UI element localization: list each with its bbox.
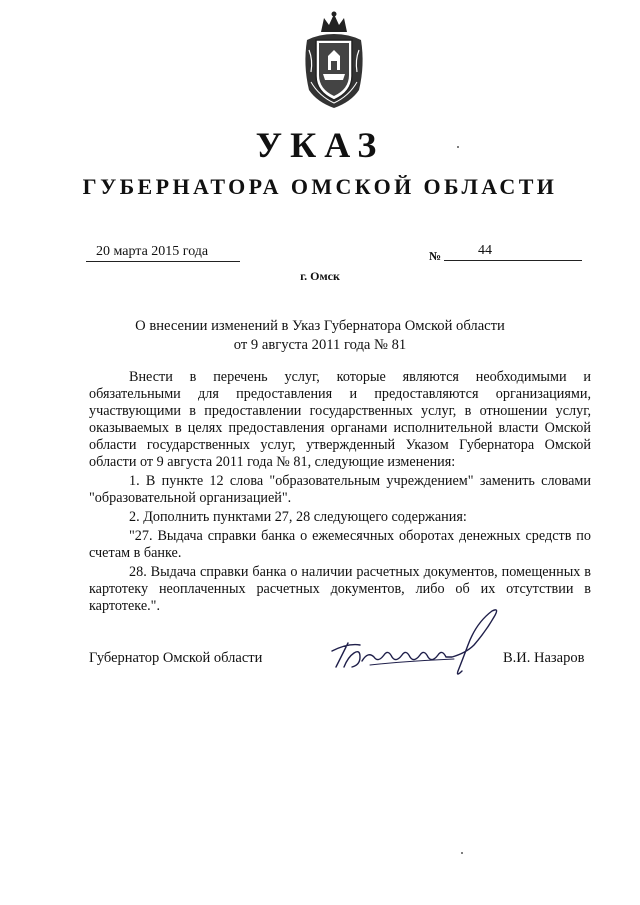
document-city: г. Омск xyxy=(300,269,340,283)
body-paragraph-5: 28. Выдача справки банка о наличии расчетных документов, помещенных в картотеку неоплаченных расчетных документов, либо об их отсутствии в картотеке.". xyxy=(89,564,591,614)
heading-line-1: О внесении изменений в Указ Губернатора Омской области xyxy=(135,318,505,334)
body-paragraph-3: 2. Дополнить пунктами 27, 28 следующего содержания: xyxy=(129,509,467,525)
document-number: 44 xyxy=(444,243,582,261)
signer-post: Губернатор Омской области xyxy=(89,650,263,666)
handwritten-signature xyxy=(326,605,511,680)
document-title: УКАЗ xyxy=(255,125,385,165)
speck xyxy=(457,146,459,148)
coat-of-arms-icon xyxy=(299,10,369,110)
body-paragraph-4: "27. Выдача справки банка о ежемесячных оборотах денежных средств по счетам в банке. xyxy=(89,528,591,561)
body-paragraph-1: Внести в перечень услуг, которые являются необходимыми и обязательными для предоставления и предоставляются организациями, участвующими в предоставлении государственных услуг, в отношении услуг, оказываемых в целях предоставления органами исполнительной власти Омской области государственных услуг, утвержденный Указом Губернатора Омской области от 9 августа 2011 года № 81, следующие изменения: xyxy=(89,369,591,470)
document-body xyxy=(89,369,591,615)
heading-line-2: от 9 августа 2011 года № 81 xyxy=(233,337,407,353)
body-paragraph-2: 1. В пункте 12 слова "образовательным учреждением" заменить словами "образовательной организацией". xyxy=(89,473,591,506)
number-sign: № xyxy=(429,249,442,263)
signer-name: В.И. Назаров xyxy=(503,650,585,666)
document-subtitle: ГУБЕРНАТОРА ОМСКОЙ ОБЛАСТИ xyxy=(82,174,558,199)
speck xyxy=(461,852,463,854)
document-heading xyxy=(120,317,520,355)
document-date: 20 марта 2015 года xyxy=(86,244,240,262)
